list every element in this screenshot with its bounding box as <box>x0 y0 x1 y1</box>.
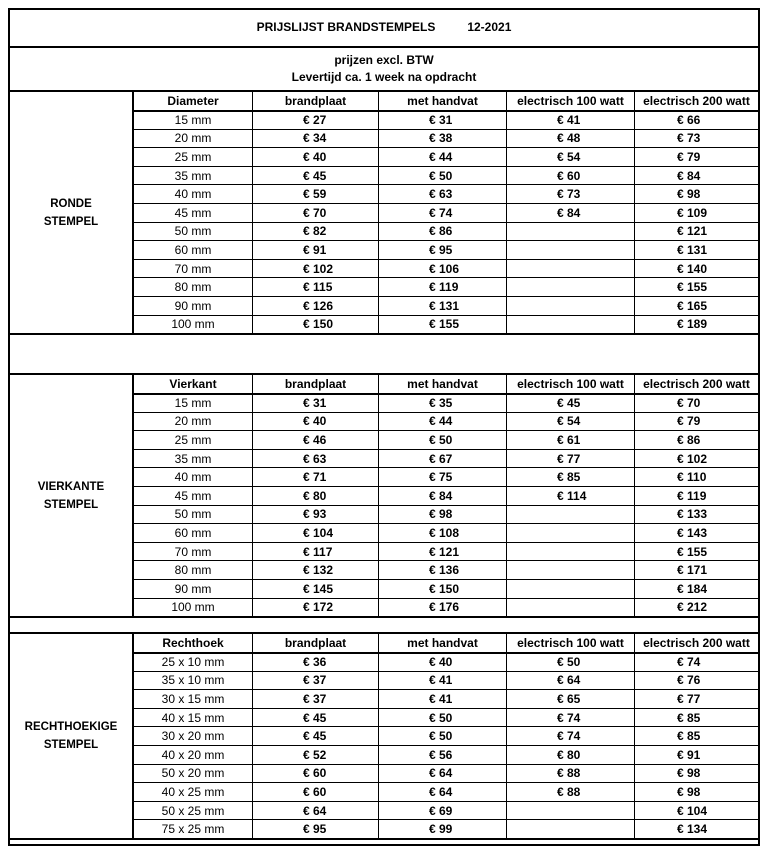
price-cell: € 93 <box>303 507 327 522</box>
price-column-header: electrisch 100 watt <box>517 94 624 108</box>
price-cell: € 121 <box>429 544 460 559</box>
price-cell: € 37 <box>303 673 327 688</box>
section-label-line: RECHTHOEKIGE <box>24 721 118 733</box>
price-cell: € 85 <box>677 729 701 744</box>
price-column-header: electrisch 100 watt <box>517 377 624 391</box>
price-cell: € 80 <box>557 747 581 762</box>
price-cell: € 115 <box>303 280 333 295</box>
price-cell: € 50 <box>429 432 453 447</box>
price-cell: € 71 <box>303 470 327 485</box>
price-cell: € 52 <box>303 747 327 762</box>
price-cell: € 36 <box>303 654 327 669</box>
price-cell: € 45 <box>303 729 327 744</box>
price-cell: € 61 <box>557 432 581 447</box>
price-column-header: electrisch 200 watt <box>643 377 750 391</box>
price-cell: € 74 <box>677 654 701 669</box>
price-cell: € 165 <box>677 298 708 313</box>
price-cell: € 84 <box>677 168 701 183</box>
size-cell: 40 x 20 mm <box>161 747 225 762</box>
price-cell: € 64 <box>557 673 581 688</box>
price-cell: € 38 <box>429 131 453 146</box>
size-cell: 40 x 15 mm <box>161 710 225 725</box>
price-column-header: electrisch 200 watt <box>643 94 750 108</box>
price-cell: € 41 <box>429 673 453 688</box>
price-cell: € 102 <box>303 261 334 276</box>
price-cell: € 134 <box>677 822 708 837</box>
title-row <box>8 8 760 46</box>
page-title: PRIJSLIJST BRANDSTEMPELS <box>256 20 436 34</box>
price-cell: € 54 <box>557 414 581 429</box>
section-label-line: VIERKANTE <box>37 480 105 493</box>
price-cell: € 54 <box>557 149 581 164</box>
price-cell <box>507 543 634 561</box>
price-cell: € 79 <box>677 149 701 164</box>
size-cell: 20 mm <box>174 131 212 146</box>
price-column-header: brandplaat <box>284 377 347 391</box>
size-cell: 90 mm <box>174 581 212 596</box>
price-cell: € 150 <box>303 317 334 332</box>
price-cell: € 106 <box>429 261 460 276</box>
price-cell: € 64 <box>303 803 327 818</box>
price-cell: € 172 <box>303 600 334 615</box>
price-cell: € 86 <box>429 224 453 239</box>
price-cell: € 77 <box>677 691 701 706</box>
price-cell: € 60 <box>303 766 327 781</box>
price-column-header: met handvat <box>407 636 478 650</box>
price-cell: € 74 <box>557 710 581 725</box>
price-cell: € 50 <box>429 710 453 725</box>
price-cell: € 150 <box>429 581 460 596</box>
price-cell: € 102 <box>677 451 708 466</box>
price-cell: € 155 <box>429 317 460 332</box>
size-cell: 100 mm <box>171 600 215 615</box>
price-cell: € 131 <box>429 298 460 313</box>
price-cell: € 109 <box>677 205 708 220</box>
price-cell: € 121 <box>677 224 708 239</box>
price-cell: € 95 <box>429 242 453 257</box>
price-cell: € 131 <box>677 242 708 257</box>
price-cell <box>507 241 634 259</box>
price-cell: € 64 <box>429 784 453 799</box>
size-column-header: Vierkant <box>169 377 217 391</box>
price-column-header: brandplaat <box>284 636 347 650</box>
grid-line-vertical <box>758 8 760 846</box>
price-column-header: met handvat <box>407 94 478 108</box>
price-cell <box>507 580 634 598</box>
price-cell: € 133 <box>677 507 708 522</box>
price-cell: € 59 <box>303 187 327 202</box>
price-cell: € 73 <box>677 131 701 146</box>
price-cell: € 46 <box>303 432 327 447</box>
price-cell: € 98 <box>677 187 701 202</box>
price-cell: € 140 <box>677 261 708 276</box>
price-cell <box>507 524 634 542</box>
size-cell: 75 x 25 mm <box>161 822 225 837</box>
section-label <box>10 92 132 333</box>
price-cell: € 136 <box>429 563 460 578</box>
section-label <box>10 634 132 838</box>
price-cell <box>507 260 634 278</box>
size-cell: 30 x 20 mm <box>161 729 225 744</box>
price-cell: € 117 <box>303 544 333 559</box>
price-cell: € 98 <box>429 507 453 522</box>
info-delivery: Levertijd ca. 1 week na opdracht <box>291 70 477 84</box>
section-label-line: STEMPEL <box>43 215 99 228</box>
price-cell <box>507 223 634 241</box>
size-cell: 40 mm <box>174 187 212 202</box>
price-cell: € 176 <box>429 600 460 615</box>
price-cell <box>507 316 634 334</box>
price-cell: € 64 <box>429 766 453 781</box>
price-cell: € 76 <box>677 673 701 688</box>
size-cell: 100 mm <box>171 317 215 332</box>
price-cell: € 74 <box>429 205 453 220</box>
size-cell: 20 mm <box>174 414 212 429</box>
price-cell: € 104 <box>303 525 334 540</box>
size-cell: 90 mm <box>174 298 212 313</box>
size-cell: 25 x 10 mm <box>161 654 225 669</box>
info-vat: prijzen excl. BTW <box>334 53 434 67</box>
price-cell: € 171 <box>677 563 708 578</box>
price-cell: € 44 <box>429 149 453 164</box>
price-cell: € 95 <box>303 822 327 837</box>
price-cell: € 65 <box>557 691 581 706</box>
price-cell: € 60 <box>557 168 581 183</box>
price-cell: € 110 <box>677 470 707 485</box>
size-cell: 35 mm <box>174 451 212 466</box>
price-cell: € 40 <box>303 414 327 429</box>
price-cell: € 63 <box>429 187 453 202</box>
price-cell: € 82 <box>303 224 327 239</box>
size-cell: 30 x 15 mm <box>161 691 225 706</box>
price-column-header: brandplaat <box>284 94 347 108</box>
size-cell: 15 mm <box>174 395 212 410</box>
price-column-header: electrisch 100 watt <box>517 636 624 650</box>
price-cell: € 132 <box>303 563 334 578</box>
price-cell: € 155 <box>677 280 708 295</box>
size-cell: 35 mm <box>174 168 212 183</box>
section-label-line: STEMPEL <box>43 739 99 751</box>
price-cell: € 56 <box>429 747 453 762</box>
price-cell: € 145 <box>303 581 334 596</box>
size-cell: 80 mm <box>174 563 212 578</box>
price-cell: € 85 <box>557 470 581 485</box>
grid-line-horizontal <box>8 8 760 10</box>
price-cell: € 41 <box>429 691 453 706</box>
price-cell: € 41 <box>557 112 581 127</box>
price-cell: € 126 <box>303 298 334 313</box>
size-cell: 80 mm <box>174 280 212 295</box>
price-cell: € 35 <box>429 395 453 410</box>
size-cell: 45 mm <box>174 205 212 220</box>
price-cell: € 86 <box>677 432 701 447</box>
size-cell: 70 mm <box>174 261 212 276</box>
price-list-sheet <box>8 8 760 846</box>
size-cell: 45 mm <box>174 488 212 503</box>
price-cell: € 70 <box>677 395 701 410</box>
grid-line-horizontal <box>8 333 760 335</box>
price-cell <box>507 297 634 315</box>
price-cell: € 45 <box>303 168 327 183</box>
price-cell: € 143 <box>677 525 708 540</box>
price-cell <box>507 802 634 820</box>
size-cell: 70 mm <box>174 544 212 559</box>
price-cell: € 31 <box>429 112 453 127</box>
size-cell: 50 x 25 mm <box>161 803 225 818</box>
size-cell: 50 mm <box>174 507 212 522</box>
price-cell: € 155 <box>677 544 708 559</box>
price-cell: € 88 <box>557 766 581 781</box>
price-cell <box>507 561 634 579</box>
price-cell: € 50 <box>429 729 453 744</box>
size-cell: 25 mm <box>174 432 212 447</box>
price-cell: € 108 <box>429 525 460 540</box>
grid-line-horizontal <box>8 46 760 48</box>
grid-line-horizontal <box>8 838 760 840</box>
price-cell: € 114 <box>557 488 587 503</box>
price-cell: € 45 <box>557 395 581 410</box>
price-cell: € 91 <box>303 242 327 257</box>
price-cell: € 98 <box>677 766 701 781</box>
price-column-header: electrisch 200 watt <box>643 636 750 650</box>
size-cell: 35 x 10 mm <box>161 673 225 688</box>
size-column-header: Diameter <box>167 94 219 108</box>
price-cell: € 50 <box>429 168 453 183</box>
price-cell: € 99 <box>429 822 453 837</box>
price-cell <box>507 820 634 838</box>
price-cell: € 40 <box>303 149 327 164</box>
title-date: 12-2021 <box>467 20 512 34</box>
price-cell: € 40 <box>429 654 453 669</box>
price-cell: € 85 <box>677 710 701 725</box>
price-cell: € 27 <box>303 112 327 127</box>
price-column-header: met handvat <box>407 377 478 391</box>
price-cell: € 60 <box>303 784 327 799</box>
price-cell: € 98 <box>677 784 701 799</box>
price-cell: € 119 <box>677 488 707 503</box>
grid-line-horizontal <box>8 844 760 846</box>
price-cell: € 67 <box>429 451 453 466</box>
section-label-line: RONDE <box>50 197 92 210</box>
price-cell: € 80 <box>303 488 327 503</box>
size-cell: 40 mm <box>174 470 212 485</box>
section-label-line: STEMPEL <box>43 498 99 511</box>
price-cell: € 48 <box>557 131 581 146</box>
price-cell: € 50 <box>557 654 581 669</box>
price-cell: € 77 <box>557 451 581 466</box>
price-cell: € 184 <box>677 581 708 596</box>
price-cell: € 88 <box>557 784 581 799</box>
price-cell: € 45 <box>303 710 327 725</box>
price-cell: € 212 <box>677 600 708 615</box>
price-cell: € 79 <box>677 414 701 429</box>
price-cell: € 66 <box>677 112 701 127</box>
price-cell: € 69 <box>429 803 453 818</box>
price-cell: € 189 <box>677 317 708 332</box>
price-cell: € 104 <box>677 803 708 818</box>
price-cell: € 37 <box>303 691 327 706</box>
price-cell <box>507 599 634 617</box>
size-column-header: Rechthoek <box>162 636 224 650</box>
section-label <box>10 375 132 616</box>
size-cell: 50 x 20 mm <box>161 766 225 781</box>
size-cell: 40 x 25 mm <box>161 784 225 799</box>
price-cell: € 63 <box>303 451 327 466</box>
price-cell: € 84 <box>557 205 581 220</box>
price-cell: € 31 <box>303 395 327 410</box>
price-cell: € 119 <box>429 280 459 295</box>
price-cell: € 84 <box>429 488 453 503</box>
price-cell: € 73 <box>557 187 581 202</box>
size-cell: 15 mm <box>174 112 212 127</box>
price-cell: € 34 <box>303 131 327 146</box>
price-cell: € 91 <box>677 747 701 762</box>
size-cell: 60 mm <box>174 525 212 540</box>
price-cell: € 70 <box>303 205 327 220</box>
grid-line-horizontal <box>8 616 760 618</box>
price-cell: € 74 <box>557 729 581 744</box>
price-cell: € 44 <box>429 414 453 429</box>
size-cell: 25 mm <box>174 149 212 164</box>
price-cell <box>507 278 634 296</box>
price-cell <box>507 506 634 524</box>
size-cell: 60 mm <box>174 242 212 257</box>
price-cell: € 75 <box>429 470 453 485</box>
size-cell: 50 mm <box>174 224 212 239</box>
